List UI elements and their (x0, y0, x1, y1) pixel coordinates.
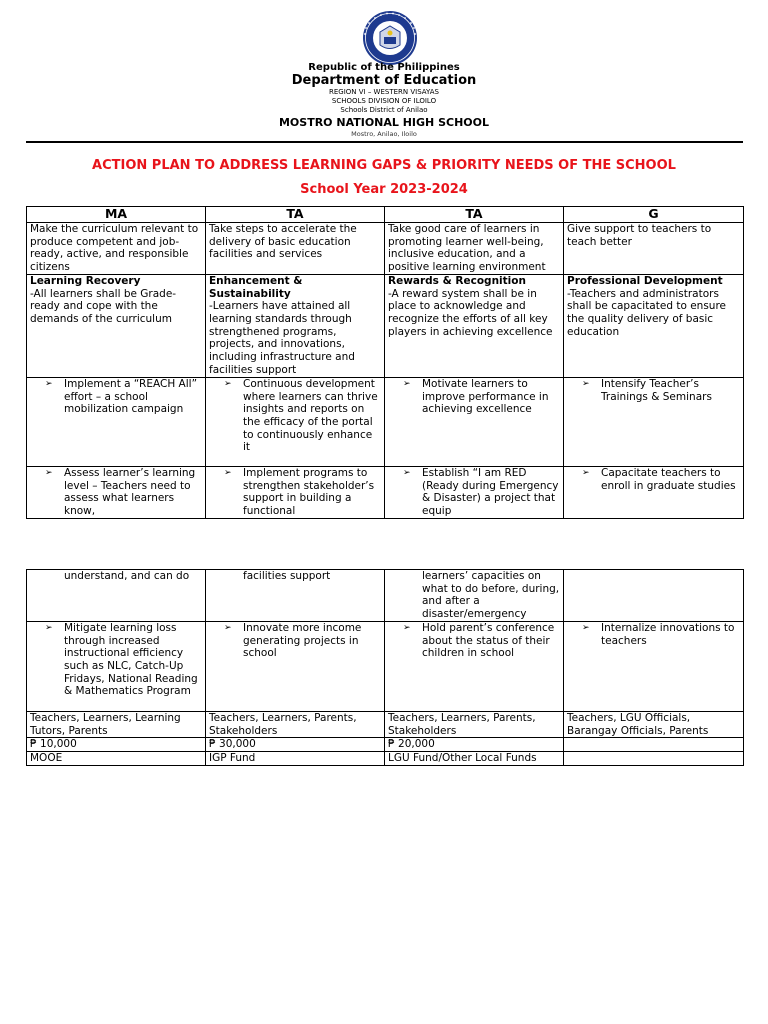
division-label: SCHOOLS DIVISION OF ILOILO (331, 97, 437, 105)
pillar-desc: -Teachers and administrators shall be capacitated to ensure the quality delivery of basic education (567, 287, 726, 338)
budget-row (27, 738, 744, 752)
activity-text: Capacitate teachers to enroll in graduate studies (601, 466, 736, 492)
pillar-cell (564, 274, 744, 377)
activities-row-1 (27, 377, 744, 466)
goal-cell: Give support to teachers to teach better (564, 223, 744, 275)
activity-text: Motivate learners to improve performance in achieving excellence (422, 377, 549, 416)
pillar-desc: -A reward system shall be in place to acknowledge and recognize the efforts of all key players in achieving excellence (388, 287, 553, 338)
activity-cell (564, 466, 744, 518)
activity-cell (564, 621, 744, 711)
activity-cell (564, 570, 744, 622)
document-title: ACTION PLAN TO ADDRESS LEARNING GAPS & PRIORITY NEEDS OF THE SCHOOL (92, 158, 676, 173)
activity-text: Implement programs to strengthen stakeholder’s support in building a functional (243, 466, 375, 517)
activity-cell (27, 377, 206, 466)
arrow-bullet-icon: ➢ (582, 622, 590, 633)
pillar-title: Professional Development (567, 274, 723, 287)
action-plan-table-page2 (26, 569, 744, 766)
school-name: MOSTRO NATIONAL HIGH SCHOOL (278, 116, 490, 129)
activity-cell (206, 621, 385, 711)
activities-row-2 (27, 466, 744, 518)
arrow-bullet-icon: ➢ (403, 622, 411, 633)
school-year: School Year 2023-2024 (300, 182, 468, 197)
arrow-bullet-icon: ➢ (582, 378, 590, 389)
fund-source-row (27, 751, 744, 765)
goal-cell: Take steps to accelerate the delivery of basic education facilities and services (206, 223, 385, 275)
activity-cell (385, 466, 564, 518)
activity-cell (385, 570, 564, 622)
fund-cell (564, 751, 744, 765)
activity-text: Hold parent’s conference about the status of their children in school (422, 621, 555, 660)
persons-cell: Teachers, Learners, Learning Tutors, Parents (27, 711, 206, 737)
budget-cell (564, 738, 744, 752)
fund-cell: LGU Fund/Other Local Funds (385, 751, 564, 765)
activities-row-2-continued (27, 570, 744, 622)
republic-label: Republic of the Philippines (308, 62, 460, 73)
activity-text: facilities support (243, 570, 331, 582)
header-g: G (564, 207, 744, 223)
header-divider (26, 141, 743, 143)
pillar-title: Rewards & Recognition (388, 274, 526, 287)
activities-row-3 (27, 621, 744, 711)
activity-text: understand, and can do (64, 570, 190, 582)
activity-cell (206, 466, 385, 518)
arrow-bullet-icon: ➢ (45, 622, 53, 633)
activity-cell (27, 621, 206, 711)
persons-involved-row (27, 711, 744, 737)
arrow-bullet-icon: ➢ (582, 467, 590, 478)
arrow-bullet-icon: ➢ (224, 467, 232, 478)
persons-cell: Teachers, LGU Officials, Barangay Officials, Parents (564, 711, 744, 737)
arrow-bullet-icon: ➢ (224, 378, 232, 389)
pillar-title: Learning Recovery (30, 274, 141, 287)
activity-cell (27, 466, 206, 518)
persons-cell: Teachers, Learners, Parents, Stakeholders (206, 711, 385, 737)
goals-row (27, 223, 744, 275)
header-ta-2: TA (385, 207, 564, 223)
activity-text: Implement a “REACH All” effort – a school mobilization campaign (64, 377, 198, 416)
pillar-title: Enhancement & Sustainability (209, 274, 303, 300)
pillars-row (27, 274, 744, 377)
header-ma: MA (27, 207, 206, 223)
activity-text: Innovate more income generating projects in school (243, 621, 362, 660)
activity-cell (206, 377, 385, 466)
region-label: REGION VI – WESTERN VISAYAS (329, 88, 439, 96)
arrow-bullet-icon: ➢ (403, 467, 411, 478)
activity-text: Mitigate learning loss through increased instructional efficiency such as NLC, Catch-Up Fridays, National Reading & Mathematics Program (64, 621, 198, 698)
activity-text: Internalize innovations to teachers (601, 621, 735, 647)
goal-cell: Take good care of learners in promoting learner well-being, inclusive education, and a positive learning environment (385, 223, 564, 275)
activity-cell (385, 377, 564, 466)
pillar-cell (206, 274, 385, 377)
pillar-cell (27, 274, 206, 377)
district-label: Schools District of Anilao (340, 106, 428, 114)
budget-cell: ₱ 10,000 (27, 738, 206, 752)
activity-text: learners’ capacities on what to do before, during, and after a disaster/emergency (422, 570, 560, 621)
activity-cell (564, 377, 744, 466)
department-label: Department of Education (291, 73, 477, 88)
header-ta-1: TA (206, 207, 385, 223)
activity-text: Assess learner’s learning level – Teachers need to assess what learners know, (64, 466, 196, 517)
budget-cell: ₱ 30,000 (206, 738, 385, 752)
action-plan-table-page1 (26, 206, 744, 519)
budget-cell: ₱ 20,000 (385, 738, 564, 752)
activity-cell (385, 621, 564, 711)
header-row (27, 207, 744, 223)
pillar-desc: -Learners have attained all learning standards through strengthened programs, projects, and innovations, including infrastructure and facilities support (209, 300, 355, 376)
activity-text: Intensify Teacher’s Trainings & Seminars (601, 377, 712, 403)
arrow-bullet-icon: ➢ (403, 378, 411, 389)
arrow-bullet-icon: ➢ (45, 378, 53, 389)
activity-cell (27, 570, 206, 622)
persons-cell: Teachers, Learners, Parents, Stakeholders (385, 711, 564, 737)
fund-cell: MOOE (27, 751, 206, 765)
pillar-desc: -All learners shall be Grade-ready and cope with the demands of the curriculum (30, 287, 177, 325)
activity-cell (206, 570, 385, 622)
activity-text: Establish “I am RED (Ready during Emergency & Disaster) a project that equip (422, 466, 559, 517)
goal-cell: Make the curriculum relevant to produce competent and job-ready, active, and responsible citizens (27, 223, 206, 275)
pillar-cell (385, 274, 564, 377)
arrow-bullet-icon: ➢ (45, 467, 53, 478)
arrow-bullet-icon: ➢ (224, 622, 232, 633)
activity-text: Continuous development where learners can thrive insights and reports on the efficacy of the portal to continuously enhance it (243, 377, 378, 454)
school-location: Mostro, Anilao, Iloilo (351, 130, 417, 138)
fund-cell: IGP Fund (206, 751, 385, 765)
deped-seal-icon (351, 10, 429, 66)
